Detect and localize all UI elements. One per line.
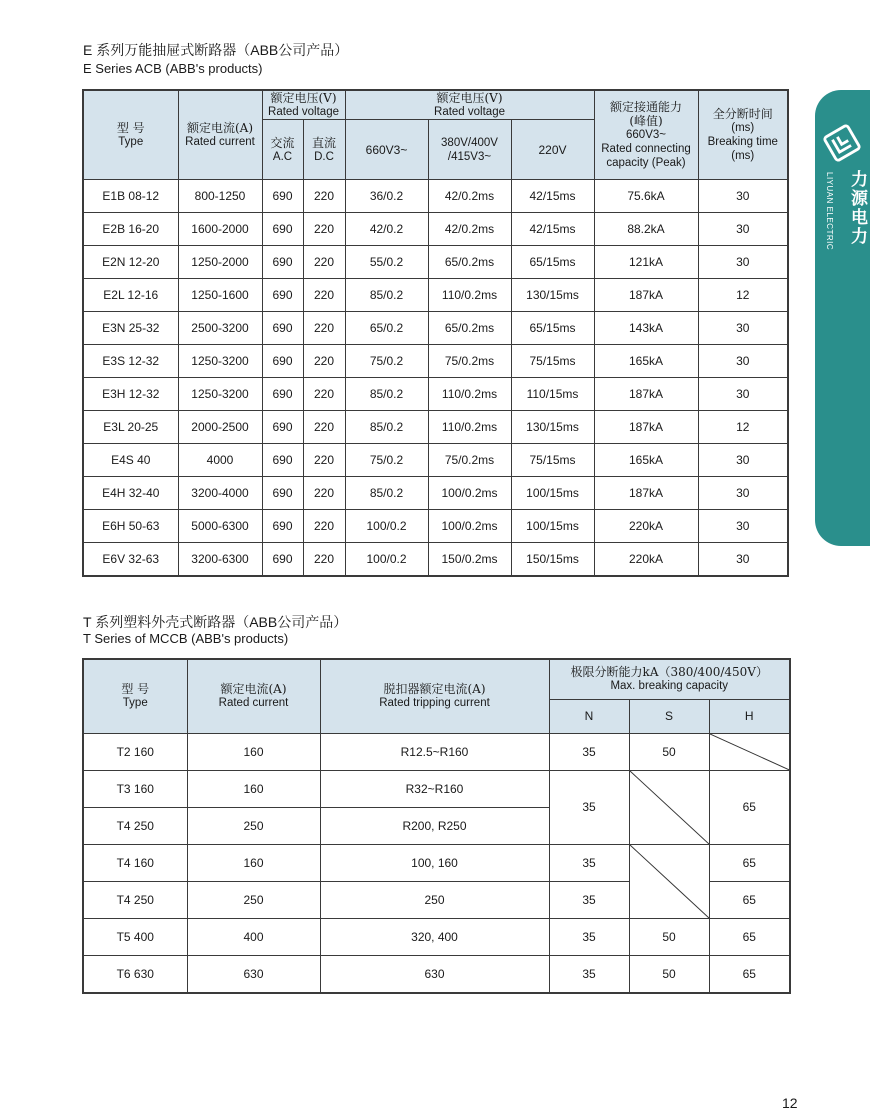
header-rv2-en: Rated voltage [434,106,505,118]
e-dc-cell: 220 [303,411,345,444]
table-row [83,543,788,577]
t-type-cell: T4 250 [83,807,187,844]
t-n-cell: 35 [549,733,629,770]
t-trip-cell: R200, R250 [320,807,549,844]
e-220v-cell: 100/15ms [511,510,594,543]
e-breaking-cell: 30 [698,510,788,543]
t-current-cell: 160 [187,844,320,881]
table-row [83,444,788,477]
header-conn-cn2: (峰值) [629,114,663,128]
e-ac-cell: 690 [262,213,303,246]
t-type-cell: T2 160 [83,733,187,770]
table-row [83,246,788,279]
e-ac-cell: 690 [262,279,303,312]
e-dc-cell: 220 [303,345,345,378]
header-220v: 220V [511,120,594,180]
e-connecting-cell: 187kA [594,378,698,411]
e-380v-cell: 110/0.2ms [428,411,511,444]
e-type-cell: E2B 16-20 [83,213,178,246]
header-660v: 660V3~ [345,120,428,180]
e-660v-cell: 55/0.2 [345,246,428,279]
brand-side-tab [815,90,870,546]
header-rv1-cn: 额定电压(V) [270,91,337,105]
header-conn-en2: capacity (Peak) [606,157,686,169]
e-380v-cell: 65/0.2ms [428,312,511,345]
e-380v-cell: 100/0.2ms [428,477,511,510]
diagonal-slash-icon [710,734,790,770]
table-row [83,378,788,411]
e-220v-cell: 75/15ms [511,444,594,477]
e-380v-cell: 75/0.2ms [428,345,511,378]
t-h-empty-cell [709,733,790,770]
e-220v-cell: 42/15ms [511,180,594,213]
e-660v-cell: 85/0.2 [345,279,428,312]
e-type-cell: E6V 32-63 [83,543,178,577]
e-ac-cell: 690 [262,444,303,477]
e-dc-cell: 220 [303,543,345,577]
e-ac-cell: 690 [262,312,303,345]
table-row [83,918,790,955]
e-series-table [82,89,789,577]
e-current-cell: 1250-1600 [178,279,262,312]
e-current-cell: 4000 [178,444,262,477]
header-380v [428,120,511,180]
e-current-cell: 1250-3200 [178,345,262,378]
e-660v-cell: 75/0.2 [345,345,428,378]
header-dc-en: D.C [314,150,334,163]
t-n-cell: 35 [549,955,629,993]
t-header-current-cn: 额定电流(A) [220,682,287,697]
e-ac-cell: 690 [262,543,303,577]
t-series-title-en: T Series of MCCB (ABB's products) [83,631,289,646]
e-220v-cell: 110/15ms [511,378,594,411]
e-connecting-cell: 220kA [594,543,698,577]
e-220v-cell: 130/15ms [511,279,594,312]
e-type-cell: E3S 12-32 [83,345,178,378]
header-type-en: Type [118,136,144,148]
e-breaking-cell: 30 [698,378,788,411]
e-660v-cell: 36/0.2 [345,180,428,213]
e-current-cell: 1250-3200 [178,378,262,411]
t-header-h: H [709,699,790,733]
t-h-cell: 65 [709,770,790,844]
e-breaking-cell: 30 [698,312,788,345]
t-header-type-cn: 型 号 [121,682,150,697]
header-brk-en: Breaking time [707,136,778,148]
header-380v-l2: /415V3~ [447,150,492,163]
t-current-cell: 250 [187,807,320,844]
e-660v-cell: 85/0.2 [345,411,428,444]
header-rated-connecting [594,90,698,180]
e-dc-cell: 220 [303,444,345,477]
t-current-cell: 160 [187,770,320,807]
e-connecting-cell: 143kA [594,312,698,345]
header-rv1-en: Rated voltage [268,106,339,118]
header-current-cn: 额定电流(A) [186,121,254,135]
e-connecting-cell: 187kA [594,279,698,312]
liyuan-logo-icon [823,124,861,162]
e-380v-cell: 42/0.2ms [428,180,511,213]
t-n-cell: 35 [549,770,629,844]
t-type-cell: T4 250 [83,881,187,918]
t-current-cell: 630 [187,955,320,993]
e-220v-cell: 65/15ms [511,246,594,279]
e-380v-cell: 75/0.2ms [428,444,511,477]
table-row [83,844,790,881]
e-type-cell: E1B 08-12 [83,180,178,213]
e-220v-cell: 130/15ms [511,411,594,444]
e-ac-cell: 690 [262,477,303,510]
brand-name-en: LIYUAN ELECTRIC [825,172,834,251]
e-660v-cell: 100/0.2 [345,510,428,543]
t-header-n: N [549,699,629,733]
e-dc-cell: 220 [303,246,345,279]
e-type-cell: E4S 40 [83,444,178,477]
e-ac-cell: 690 [262,180,303,213]
e-660v-cell: 85/0.2 [345,477,428,510]
t-trip-cell: 100, 160 [320,844,549,881]
e-current-cell: 5000-6300 [178,510,262,543]
e-breaking-cell: 30 [698,180,788,213]
e-connecting-cell: 187kA [594,477,698,510]
page-number: 12 [782,1095,798,1111]
e-660v-cell: 75/0.2 [345,444,428,477]
e-current-cell: 800-1250 [178,180,262,213]
e-dc-cell: 220 [303,279,345,312]
table-row [83,733,790,770]
table-row [83,510,788,543]
t-type-cell: T6 630 [83,955,187,993]
t-trip-cell: R32~R160 [320,770,549,807]
diagonal-slash-icon [630,771,709,844]
e-breaking-cell: 30 [698,246,788,279]
t-header-current-en: Rated current [218,697,289,710]
e-380v-cell: 150/0.2ms [428,543,511,577]
e-current-cell: 2000-2500 [178,411,262,444]
e-type-cell: E2L 12-16 [83,279,178,312]
t-type-cell: T5 400 [83,918,187,955]
table-row [83,213,788,246]
e-connecting-cell: 165kA [594,345,698,378]
e-ac-cell: 690 [262,510,303,543]
t-s-empty-cell [629,770,709,844]
t-header-trip-cn: 脱扣器额定电流(A) [383,682,486,697]
e-breaking-cell: 30 [698,345,788,378]
e-series-title-en: E Series ACB (ABB's products) [83,61,263,76]
header-rated-voltage-1 [262,90,345,120]
e-type-cell: E4H 32-40 [83,477,178,510]
e-connecting-cell: 75.6kA [594,180,698,213]
e-breaking-cell: 12 [698,411,788,444]
t-n-cell: 35 [549,881,629,918]
e-dc-cell: 220 [303,477,345,510]
e-ac-cell: 690 [262,345,303,378]
header-conn-v: 660V3~ [626,129,666,141]
t-type-cell: T3 160 [83,770,187,807]
header-ac-en: A.C [272,150,293,163]
t-trip-cell: 630 [320,955,549,993]
e-ac-cell: 690 [262,411,303,444]
e-dc-cell: 220 [303,312,345,345]
t-current-cell: 160 [187,733,320,770]
table-row [83,411,788,444]
table-row [83,770,790,807]
header-rv2-cn: 额定电压(V) [436,91,503,105]
t-trip-cell: R12.5~R160 [320,733,549,770]
t-series-table [82,658,791,994]
e-dc-cell: 220 [303,510,345,543]
e-type-cell: E3H 12-32 [83,378,178,411]
header-380v-l1: 380V/400V [441,136,498,149]
e-660v-cell: 65/0.2 [345,312,428,345]
t-n-cell: 35 [549,918,629,955]
t-header-rated-current [187,659,320,733]
e-220v-cell: 42/15ms [511,213,594,246]
e-connecting-cell: 165kA [594,444,698,477]
t-h-cell: 65 [709,955,790,993]
t-h-cell: 65 [709,844,790,881]
t-header-max-breaking [549,659,790,699]
header-rated-current [178,90,262,180]
e-220v-cell: 65/15ms [511,312,594,345]
e-connecting-cell: 187kA [594,411,698,444]
t-series-title-cn: T 系列塑料外壳式断路器（ABB公司产品） [83,614,348,630]
header-brk-ms2: (ms) [731,150,755,162]
e-dc-cell: 220 [303,180,345,213]
e-current-cell: 3200-6300 [178,543,262,577]
header-ac-cn: 交流 [270,135,295,150]
diagonal-slash-icon [630,845,709,918]
e-current-cell: 3200-4000 [178,477,262,510]
e-type-cell: E3N 25-32 [83,312,178,345]
e-dc-cell: 220 [303,213,345,246]
t-s-cell: 50 [629,955,709,993]
t-header-trip-en: Rated tripping current [379,697,490,710]
header-brk-ms: (ms) [731,122,755,134]
t-s-cell: 50 [629,733,709,770]
e-220v-cell: 150/15ms [511,543,594,577]
e-current-cell: 1250-2000 [178,246,262,279]
e-660v-cell: 100/0.2 [345,543,428,577]
e-breaking-cell: 30 [698,213,788,246]
e-380v-cell: 110/0.2ms [428,279,511,312]
header-dc [303,120,345,180]
t-n-cell: 35 [549,844,629,881]
e-660v-cell: 85/0.2 [345,378,428,411]
t-s-cell: 50 [629,918,709,955]
t-trip-cell: 320, 400 [320,918,549,955]
header-breaking-time [698,90,788,180]
e-type-cell: E6H 50-63 [83,510,178,543]
t-header-max-en: Max. breaking capacity [610,680,729,693]
e-current-cell: 1600-2000 [178,213,262,246]
e-breaking-cell: 30 [698,543,788,577]
e-dc-cell: 220 [303,378,345,411]
t-h-cell: 65 [709,918,790,955]
e-380v-cell: 110/0.2ms [428,378,511,411]
e-connecting-cell: 88.2kA [594,213,698,246]
table-row [83,477,788,510]
e-380v-cell: 100/0.2ms [428,510,511,543]
e-380v-cell: 42/0.2ms [428,213,511,246]
e-breaking-cell: 30 [698,477,788,510]
t-trip-cell: 250 [320,881,549,918]
e-220v-cell: 75/15ms [511,345,594,378]
e-220v-cell: 100/15ms [511,477,594,510]
e-connecting-cell: 220kA [594,510,698,543]
e-series-title-cn: E 系列万能抽屉式断路器（ABB公司产品） [83,42,349,58]
header-type [83,90,178,180]
t-header-type-en: Type [122,697,148,710]
e-type-cell: E2N 12-20 [83,246,178,279]
header-brk-cn: 全分断时间 [712,107,773,121]
table-row [83,312,788,345]
header-conn-en1: Rated connecting [601,143,691,155]
t-header-s: S [629,699,709,733]
e-ac-cell: 690 [262,246,303,279]
e-breaking-cell: 30 [698,444,788,477]
t-header-rated-tripping [320,659,549,733]
t-h-cell: 65 [709,881,790,918]
header-conn-cn1: 额定接通能力 [610,100,683,114]
t-s-empty-cell [629,844,709,918]
e-series-body [83,180,788,577]
t-current-cell: 400 [187,918,320,955]
brand-name-cn: 力源电力 [847,170,867,246]
table-row [83,955,790,993]
e-current-cell: 2500-3200 [178,312,262,345]
header-current-en: Rated current [185,136,255,148]
e-breaking-cell: 12 [698,279,788,312]
table-row [83,180,788,213]
e-type-cell: E3L 20-25 [83,411,178,444]
t-header-max-cn: 极限分断能力kA（380/400/450V） [570,665,768,680]
header-ac [262,120,303,180]
table-row [83,279,788,312]
e-380v-cell: 65/0.2ms [428,246,511,279]
e-ac-cell: 690 [262,378,303,411]
e-connecting-cell: 121kA [594,246,698,279]
header-dc-cn: 直流 [311,135,336,150]
t-type-cell: T4 160 [83,844,187,881]
header-rated-voltage-2 [345,90,594,120]
header-type-cn: 型 号 [116,121,145,135]
t-current-cell: 250 [187,881,320,918]
e-660v-cell: 42/0.2 [345,213,428,246]
table-row [83,345,788,378]
t-header-type [83,659,187,733]
